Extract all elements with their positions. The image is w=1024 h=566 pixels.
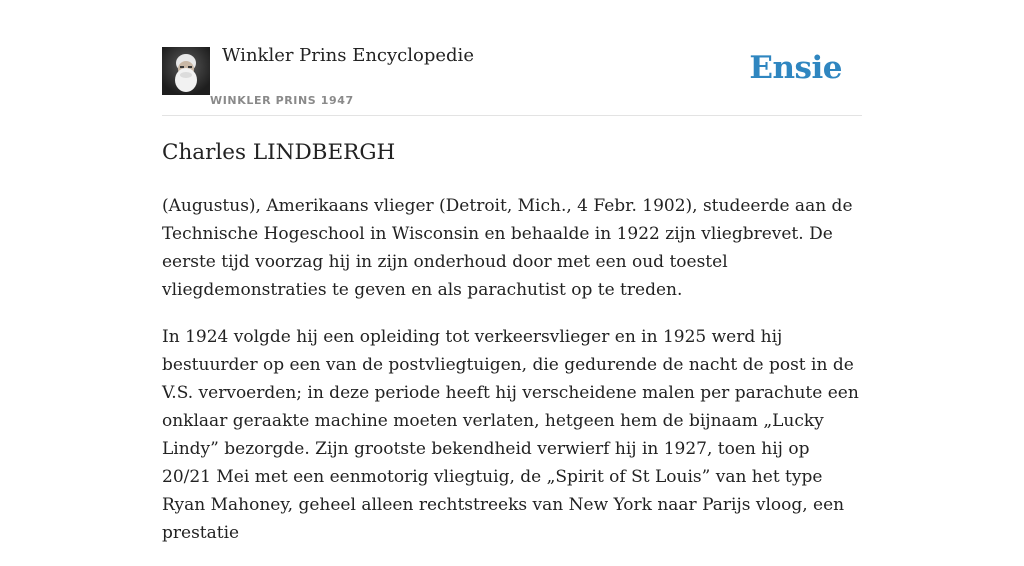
article-paragraph: (Augustus), Amerikaans vlieger (Detroit, Mich., 4 Febr. 1902), studeerde aan de Technische Hogeschool in Wisconsin en behaalde in 1922 zijn vliegbrevet. De eerste tijd voorzag hij in zijn onderhoud door met een oud toestel vliegdemonstraties te geven en als parachutist op te treden. xyxy=(162,196,853,300)
avatar-portrait-image xyxy=(162,47,210,95)
article-title: Charles LINDBERGH xyxy=(162,140,396,165)
bearded-man-avatar-icon xyxy=(162,47,210,95)
site-title[interactable]: Winkler Prins Encyclopedie xyxy=(222,45,474,66)
article-paragraph: In 1924 volgde hij een opleiding tot verkeersvlieger en in 1925 werd hij bestuurder op een van de postvliegtuigen, die gedurende de nacht de post in de V.S. vervoerden; in deze periode heeft hij verscheidene malen per parachute een onklaar geraakte machine moeten verlaten, hetgeen hem de bijnaam „Lucky Lindy” bezorgde. Zijn grootste bekendheid verwierf hij in 1927, toen hij op 20/21 Mei met een eenmotorig vliegtuig, de „Spirit of St Louis” van het type Ryan Mahoney, geheel alleen rechtstreeks van New York naar Parijs vloog, een prestatie xyxy=(162,327,859,543)
site-header xyxy=(162,0,862,116)
ensie-logo-link[interactable]: Ensie xyxy=(749,50,842,86)
source-subtitle[interactable]: WINKLER PRINS 1947 xyxy=(210,94,354,107)
article-body xyxy=(162,192,862,566)
